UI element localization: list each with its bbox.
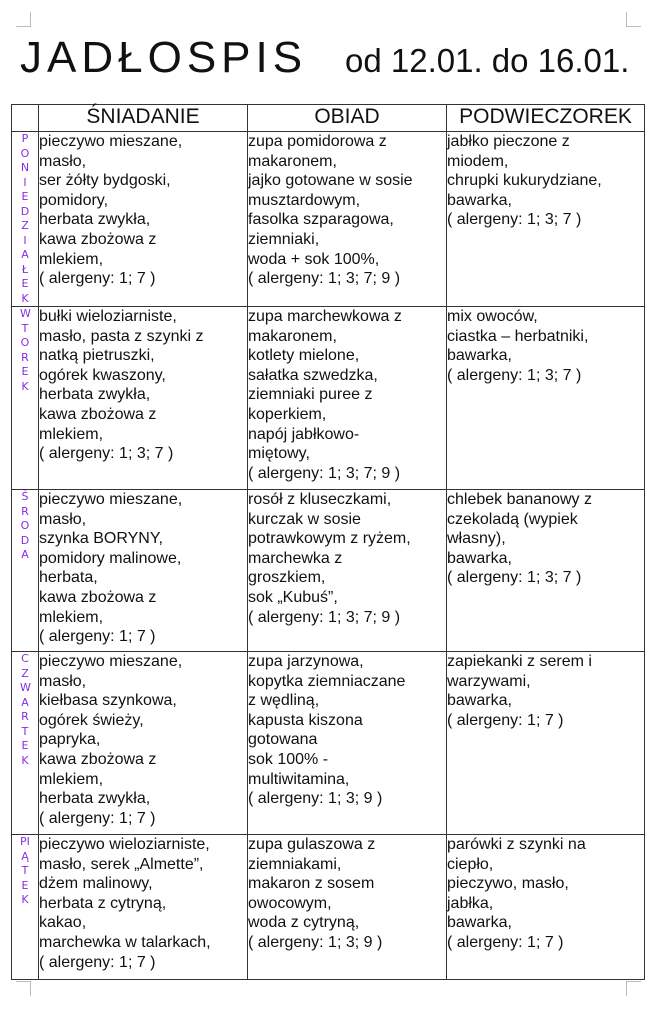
breakfast-cell <box>39 307 248 490</box>
menu-line: bawarka, <box>447 914 512 932</box>
menu-line: fasolka szparagowa, <box>248 211 394 229</box>
menu-line: herbata z cytryną, <box>39 894 167 912</box>
menu-line: miętowy, <box>248 445 310 463</box>
day-cell <box>12 307 39 490</box>
menu-line: masło, <box>39 672 87 690</box>
day-row <box>12 652 645 835</box>
menu-line: natką pietruszki, <box>39 347 155 365</box>
menu-line: sok 100% - <box>248 750 329 768</box>
menu-line: masło, pasta z szynki z <box>39 327 204 345</box>
menu-line: ciastka – herbatniki, <box>447 327 589 345</box>
menu-line: masło, <box>39 152 87 170</box>
header <box>20 28 650 88</box>
menu-line: herbata zwykła, <box>39 211 151 229</box>
menu-line: chlebek bananowy z <box>447 491 592 508</box>
menu-line: herbata, <box>39 569 98 587</box>
day-cell <box>12 132 39 307</box>
menu-line: własny), <box>447 530 506 548</box>
menu-line: ( alergeny: 1; 3; 7; 9 ) <box>248 270 401 288</box>
day-row <box>12 490 645 652</box>
menu-line: napój jabłkowo- <box>248 425 360 443</box>
menu-line: kawa zbożowa z <box>39 230 157 248</box>
menu-line: owocowym, <box>248 894 332 912</box>
menu-line: bawarka, <box>447 191 512 209</box>
menu-line: herbata zwykła, <box>39 386 151 404</box>
date-range: od 12.01. do 16.01. <box>345 42 630 79</box>
menu-line: bawarka, <box>447 549 512 567</box>
menu-line: ( alergeny: 1; 7 ) <box>39 809 156 827</box>
menu-line: ziemniaki puree z <box>248 386 373 404</box>
day-label: PIĄTEK <box>20 835 30 906</box>
menu-line: ( alergeny: 1; 7 ) <box>447 711 564 729</box>
menu-line: kapusta kiszona <box>248 711 363 729</box>
menu-line: mlekiem, <box>39 250 104 268</box>
menu-line: mix owoców, <box>447 308 538 325</box>
menu-line: ( alergeny: 1; 3; 7 ) <box>447 366 582 384</box>
menu-line: zupa pomidorowa z <box>248 133 387 150</box>
snack-cell <box>447 307 645 490</box>
menu-line: kawa zbożowa z <box>39 750 157 768</box>
menu-line: ( alergeny: 1; 3; 7 ) <box>447 569 582 587</box>
menu-line: ( alergeny: 1; 7 ) <box>39 953 156 971</box>
lunch-cell <box>248 652 447 835</box>
menu-line: multiwitamina, <box>248 770 350 788</box>
menu-line: ( alergeny: 1; 7 ) <box>39 270 156 288</box>
menu-line: ( alergeny: 1; 3; 9 ) <box>248 790 383 808</box>
snack-cell <box>447 835 645 980</box>
menu-line: pieczywo mieszane, <box>39 653 183 670</box>
menu-line: kurczak w sosie <box>248 510 361 528</box>
menu-line: kiełbasa szynkowa, <box>39 692 177 710</box>
menu-line: kopytka ziemniaczane <box>248 672 406 690</box>
crop-mark-bottom-left <box>16 981 31 996</box>
menu-line: pieczywo mieszane, <box>39 491 183 508</box>
menu-line: jajko gotowane w sosie <box>248 172 413 190</box>
menu-line: pieczywo mieszane, <box>39 133 183 150</box>
menu-line: masło, serek „Almette”, <box>39 855 204 873</box>
menu-line: woda + sok 100%, <box>248 250 380 268</box>
menu-line: herbata zwykła, <box>39 790 151 808</box>
day-label: WTOREK <box>20 307 31 393</box>
menu-line: kotlety mielone, <box>248 347 360 365</box>
menu-line: makaronem, <box>248 152 337 170</box>
menu-table <box>11 104 645 980</box>
snack-cell <box>447 490 645 652</box>
menu-line: ziemniakami, <box>248 855 342 873</box>
snack-cell <box>447 652 645 835</box>
menu-line: ( alergeny: 1; 7 ) <box>447 933 564 951</box>
menu-line: ( alergeny: 1; 3; 7; 9 ) <box>248 608 401 626</box>
day-label: ŚRODA <box>20 490 30 561</box>
menu-line: parówki z szynki na <box>447 836 586 853</box>
menu-line: chrupki kukurydziane, <box>447 172 602 190</box>
day-row <box>12 307 645 490</box>
menu-line: jabłka, <box>447 894 494 912</box>
menu-line: ( alergeny: 1; 3; 7 ) <box>39 445 174 463</box>
menu-line: miodem, <box>447 152 509 170</box>
menu-line: sałatka szwedzka, <box>248 366 378 384</box>
menu-line: rosół z kluseczkami, <box>248 491 392 508</box>
menu-line: bułki wieloziarniste, <box>39 308 177 325</box>
menu-line: kawa zbożowa z <box>39 405 157 423</box>
menu-line: kakao, <box>39 914 87 932</box>
menu-line: ziemniaki, <box>248 230 320 248</box>
menu-line: kawa zbożowa z <box>39 588 157 606</box>
menu-line: szynka BORYNY, <box>39 530 163 548</box>
menu-line: pieczywo wieloziarniste, <box>39 836 210 853</box>
crop-mark-top-left <box>16 12 31 27</box>
day-label: CZWARTEK <box>20 652 31 767</box>
menu-line: sok „Kubuś”, <box>248 588 338 606</box>
day-cell <box>12 652 39 835</box>
menu-line: z wędliną, <box>248 692 320 710</box>
menu-line: dżem malinowy, <box>39 875 153 893</box>
menu-line: zupa gulaszowa z <box>248 836 376 853</box>
day-cell <box>12 835 39 980</box>
column-header-snack: PODWIECZOREK <box>447 105 645 132</box>
menu-line: ( alergeny: 1; 7 ) <box>39 628 156 646</box>
menu-line: pomidory malinowe, <box>39 549 182 567</box>
menu-line: pieczywo, masło, <box>447 875 569 893</box>
menu-line: ogórek kwaszony, <box>39 366 166 384</box>
menu-line: ( alergeny: 1; 3; 9 ) <box>248 933 383 951</box>
menu-line: mlekiem, <box>39 770 104 788</box>
day-row <box>12 132 645 307</box>
menu-line: papryka, <box>39 731 101 749</box>
menu-line: koperkiem, <box>248 405 327 423</box>
menu-line: makaron z sosem <box>248 875 375 893</box>
menu-line: zapiekanki z serem i <box>447 653 592 670</box>
menu-line: groszkiem, <box>248 569 326 587</box>
menu-line: pomidory, <box>39 191 109 209</box>
menu-line: ( alergeny: 1; 3; 7 ) <box>447 211 582 229</box>
crop-mark-top-right <box>626 12 641 27</box>
lunch-cell <box>248 490 447 652</box>
column-header-breakfast: ŚNIADANIE <box>39 105 248 132</box>
day-cell <box>12 490 39 652</box>
menu-line: masło, <box>39 510 87 528</box>
menu-line: woda z cytryną, <box>248 914 360 932</box>
menu-line: marchewka w talarkach, <box>39 933 211 951</box>
column-header-day <box>12 105 39 132</box>
menu-line: czekoladą (wypiek <box>447 510 578 528</box>
menu-line: ogórek świeży, <box>39 711 144 729</box>
menu-line: potrawkowym z ryżem, <box>248 530 411 548</box>
breakfast-cell <box>39 652 248 835</box>
header-row <box>12 105 645 132</box>
breakfast-cell <box>39 835 248 980</box>
crop-mark-bottom-right <box>626 981 641 996</box>
menu-line: bawarka, <box>447 692 512 710</box>
day-row <box>12 835 645 980</box>
menu-line: ciepło, <box>447 855 494 873</box>
menu-line: makaronem, <box>248 327 337 345</box>
column-header-lunch: OBIAD <box>248 105 447 132</box>
breakfast-cell <box>39 490 248 652</box>
snack-cell <box>447 132 645 307</box>
menu-line: warzywami, <box>447 672 531 690</box>
menu-line: mlekiem, <box>39 425 104 443</box>
menu-line: musztardowym, <box>248 191 361 209</box>
day-label: PONIEDZIAŁEK <box>20 132 30 305</box>
menu-line: gotowana <box>248 731 318 749</box>
menu-line: bawarka, <box>447 347 512 365</box>
menu-line: zupa jarzynowa, <box>248 653 364 670</box>
menu-line: jabłko pieczone z <box>447 133 570 150</box>
breakfast-cell <box>39 132 248 307</box>
menu-line: zupa marchewkowa z <box>248 308 402 325</box>
menu-line: ser żółty bydgoski, <box>39 172 171 190</box>
lunch-cell <box>248 835 447 980</box>
menu-line: marchewka z <box>248 549 343 567</box>
page-title: JADŁOSPIS <box>20 33 308 82</box>
lunch-cell <box>248 307 447 490</box>
menu-line: mlekiem, <box>39 608 104 626</box>
lunch-cell <box>248 132 447 307</box>
menu-line: ( alergeny: 1; 3; 7; 9 ) <box>248 464 401 482</box>
